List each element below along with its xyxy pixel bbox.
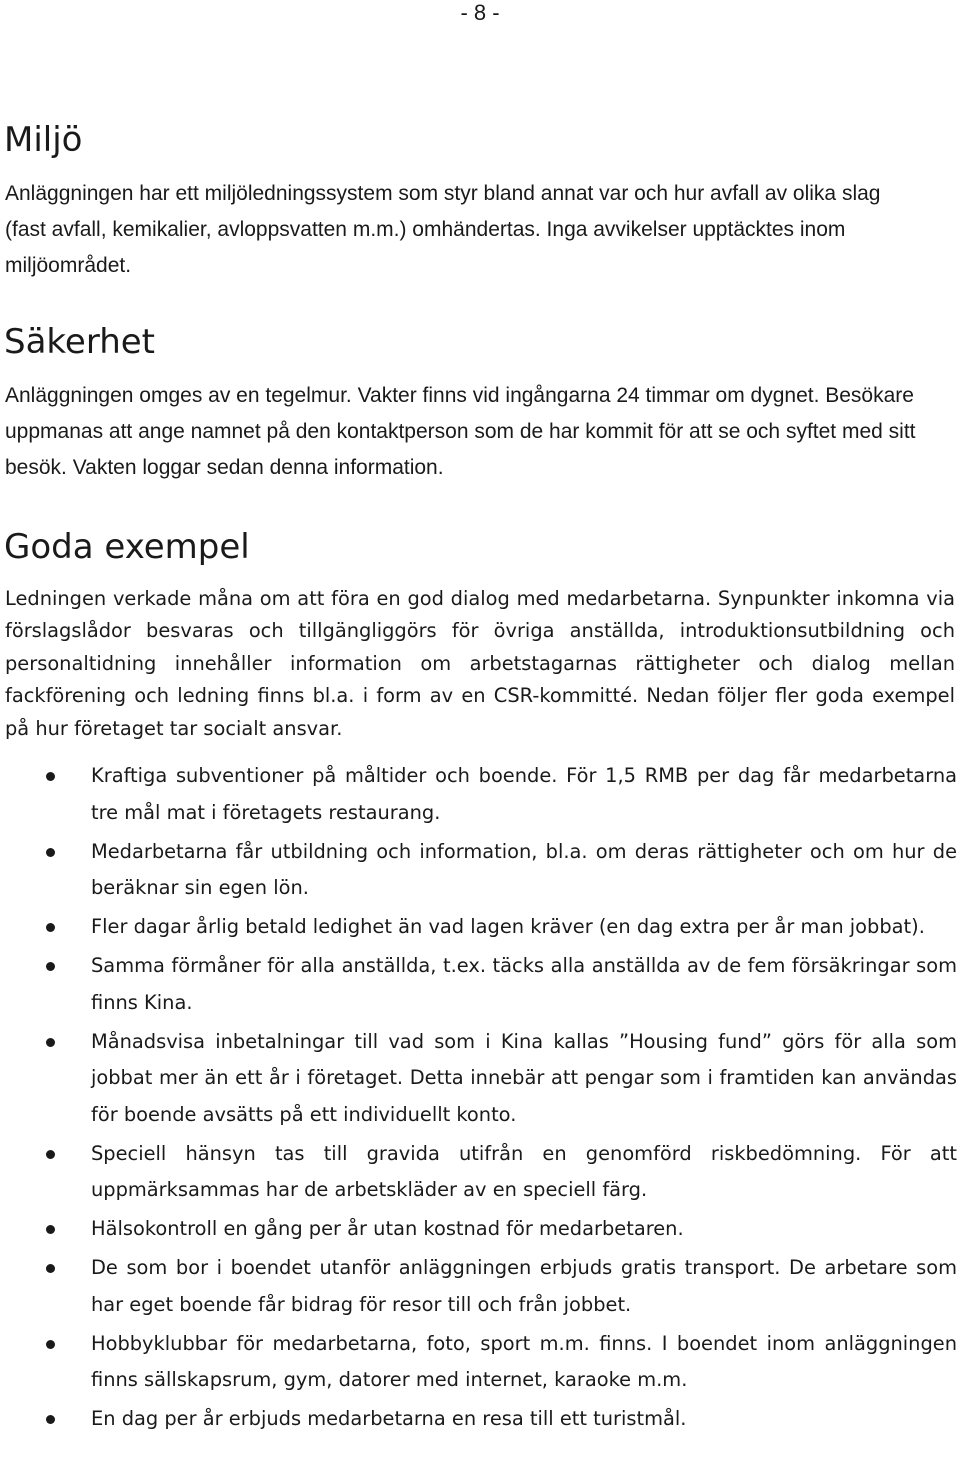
list-item — [0, 1250, 957, 1323]
list-item-text: Hobbyklubbar för medarbetarna, foto, sport m.m. finns. I boendet inom anläggningen finns sällskapsrum, gym, datorer med internet, karaoke m.m. — [91, 1331, 957, 1391]
bullet-icon — [46, 1340, 55, 1349]
list-item-text: Månadsvisa inbetalningar till vad som i Kina kallas ”Housing fund” görs för alla som jobbat mer än ett år i företaget. Detta innebär att pengar som i framtiden kan användas för boende avsätts på ett individuellt konto. — [91, 1029, 957, 1126]
bullet-icon — [46, 1225, 55, 1234]
list-item-text: De som bor i boendet utanför anläggningen erbjuds gratis transport. De arbetare som har eget boende får bidrag för resor till och från jobbet. — [91, 1256, 957, 1316]
bullet-icon — [46, 772, 55, 781]
list-item — [0, 1136, 957, 1209]
list-item-text: Medarbetarna får utbildning och information, bl.a. om deras rättigheter och om hur de beräknar sin egen lön. — [91, 839, 957, 899]
list-item-text: Kraftiga subventioner på måltider och boende. För 1,5 RMB per dag får medarbetarna tre mål mat i företagets restaurang. — [91, 764, 957, 824]
bullet-icon — [46, 1150, 55, 1159]
section-heading-sakerhet: Säkerhet — [4, 322, 155, 362]
list-item-text: Fler dagar årlig betald ledighet än vad lagen kräver (en dag extra per år man jobbat). — [91, 915, 925, 938]
bullet-icon — [46, 923, 55, 932]
list-item-text: Hälsokontroll en gång per år utan kostnad för medarbetaren. — [91, 1217, 684, 1240]
section-text-goda-exempel: Ledningen verkade måna om att föra en god dialog med medarbetarna. Synpunkter inkomna via förslagslådor besvaras och tillgängliggörs för övriga anställda, introduktionsutbildning och personaltidning innehåller information om arbetstagarnas rättigheter och dialog mellan fackförening och ledning finns bl.a. i form av en CSR-kommitté. Nedan följer fler goda exempel på hur företaget tar socialt ansvar. — [5, 587, 955, 740]
list-item — [0, 1024, 957, 1134]
page-number: - 8 - — [460, 0, 500, 25]
list-item — [0, 909, 957, 946]
list-item — [0, 948, 957, 1021]
list-item-text: Samma förmåner för alla anställda, t.ex. täcks alla anställda av de fem försäkringar som finns Kina. — [91, 954, 957, 1014]
bullet-icon — [46, 962, 55, 971]
section-heading-goda-exempel: Goda exempel — [4, 527, 250, 567]
section-text-miljo: Anläggningen har ett miljöledningssystem som styr bland annat var och hur avfall av olika slag (fast avfall, kemikalier, avloppsvatten m.m.) omhändertas. Inga avvikelser upptäcktes inom miljöområdet. — [5, 182, 881, 277]
bullet-icon — [46, 848, 55, 857]
list-item — [0, 1211, 957, 1248]
bullet-icon — [46, 1415, 55, 1424]
list-item-text: Speciell hänsyn tas till gravida utifrån en genomförd riskbedömning. För att uppmärksammas har de arbetskläder av en speciell färg. — [91, 1141, 957, 1201]
bullet-icon — [46, 1264, 55, 1273]
list-item-text: En dag per år erbjuds medarbetarna en resa till ett turistmål. — [91, 1407, 687, 1430]
list-item — [0, 834, 957, 907]
list-item — [0, 758, 957, 831]
section-text-sakerhet: Anläggningen omges av en tegelmur. Vakter finns vid ingångarna 24 timmar om dygnet. Besökare uppmanas att ange namnet på den kontaktperson som de har kommit för att se och syftet med sitt besök. Vakten loggar sedan denna information. — [5, 384, 916, 479]
list-item — [0, 1326, 957, 1399]
section-heading-miljo: Miljö — [4, 120, 83, 160]
list-item — [0, 1401, 957, 1438]
bullet-icon — [46, 1038, 55, 1047]
good-examples-list — [0, 758, 960, 1440]
